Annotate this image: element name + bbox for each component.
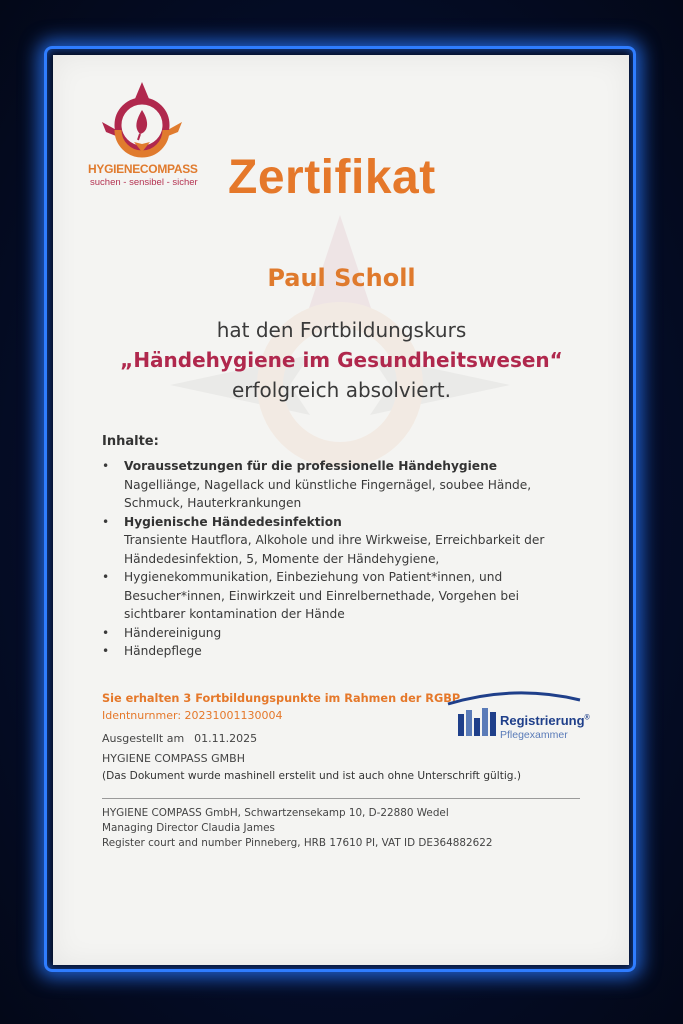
logo-brand-part1: HYGIENE — [88, 162, 140, 176]
compass-watermark-icon — [170, 215, 510, 475]
footer — [102, 806, 492, 851]
recipient-name: Paul Scholl — [267, 264, 416, 292]
list-item-head: Voraussetzungen für die professionelle Händehygiene — [124, 459, 498, 473]
list-item — [102, 513, 582, 569]
logo-brand — [88, 162, 203, 176]
intro-text: hat den Fortbildungskurs — [216, 318, 467, 342]
list-item — [102, 568, 582, 624]
footer-director: Managing Director Claudia James — [102, 822, 275, 834]
list-item — [102, 624, 582, 643]
list-item-head: Hygienische Händedesinfektion — [124, 514, 342, 529]
company-name: HYGIENE COMPASS GMBH — [102, 752, 245, 765]
issued-label: Ausgestellt am — [102, 732, 185, 745]
footer-address: HYGIENE COMPASS GmbH, Schwartzensekamp 10, D-22880 Wedel — [102, 807, 449, 819]
divider — [102, 798, 580, 799]
list-item-text: Transiente Hautflora, Alkohole und ihre Wirkweise, Erreichbarkeit der Händedesinfektion, 5, Momente der Händehygiene, — [124, 533, 545, 566]
contents-heading: Inhalte: — [102, 434, 159, 449]
course-name: „Händehygiene im Gesundheitswesen“ — [120, 348, 563, 372]
list-item-text: Hygienekommunikation, Einbeziehung von Patient*innen, und Besucher*innen, Einwirkzeit und Einrelbernethade, Vorgehen bei sichtbarer kontamination der Hände — [124, 570, 519, 621]
validity-note: (Das Dokument wurde mashinell erstelit und ist auch ohne Unterschrift gültig.) — [102, 770, 522, 782]
completion-text: erfolgreich absolviert. — [231, 378, 451, 402]
issue-date — [102, 732, 257, 745]
list-item — [102, 642, 582, 661]
credit-points: Sie erhalten 3 Fortbildungspunkte im Rahmen der RGBP — [102, 692, 461, 705]
list-item-text: Händepflege — [124, 644, 202, 658]
contents-list — [102, 457, 582, 661]
registration-label — [500, 713, 590, 728]
logo-tagline: suchen - sensibel - sicher — [90, 177, 198, 188]
registration-sub: Pflegexammer — [500, 729, 568, 741]
registered-mark: ® — [584, 714, 590, 722]
certificate-title: Zertifikat — [228, 151, 436, 204]
logo-brand-part2: COMPASS — [139, 162, 198, 176]
list-item-text: Händereinigung — [124, 625, 222, 640]
footer-register: Register court and number Pinneberg, HRB 17610 PI, VAT ID DE364882622 — [102, 837, 493, 849]
list-item-text: Nagelliänge, Nagellack und künstliche Fingernägel, soubee Hände, Schmuck, Hauterkrankungen — [124, 477, 532, 510]
registration-text: Registrierung — [500, 713, 585, 728]
ident-number: Identnurnmer: 20231001130004 — [102, 709, 283, 722]
issued-date: 01.11.2025 — [194, 732, 258, 745]
list-item — [102, 457, 582, 513]
